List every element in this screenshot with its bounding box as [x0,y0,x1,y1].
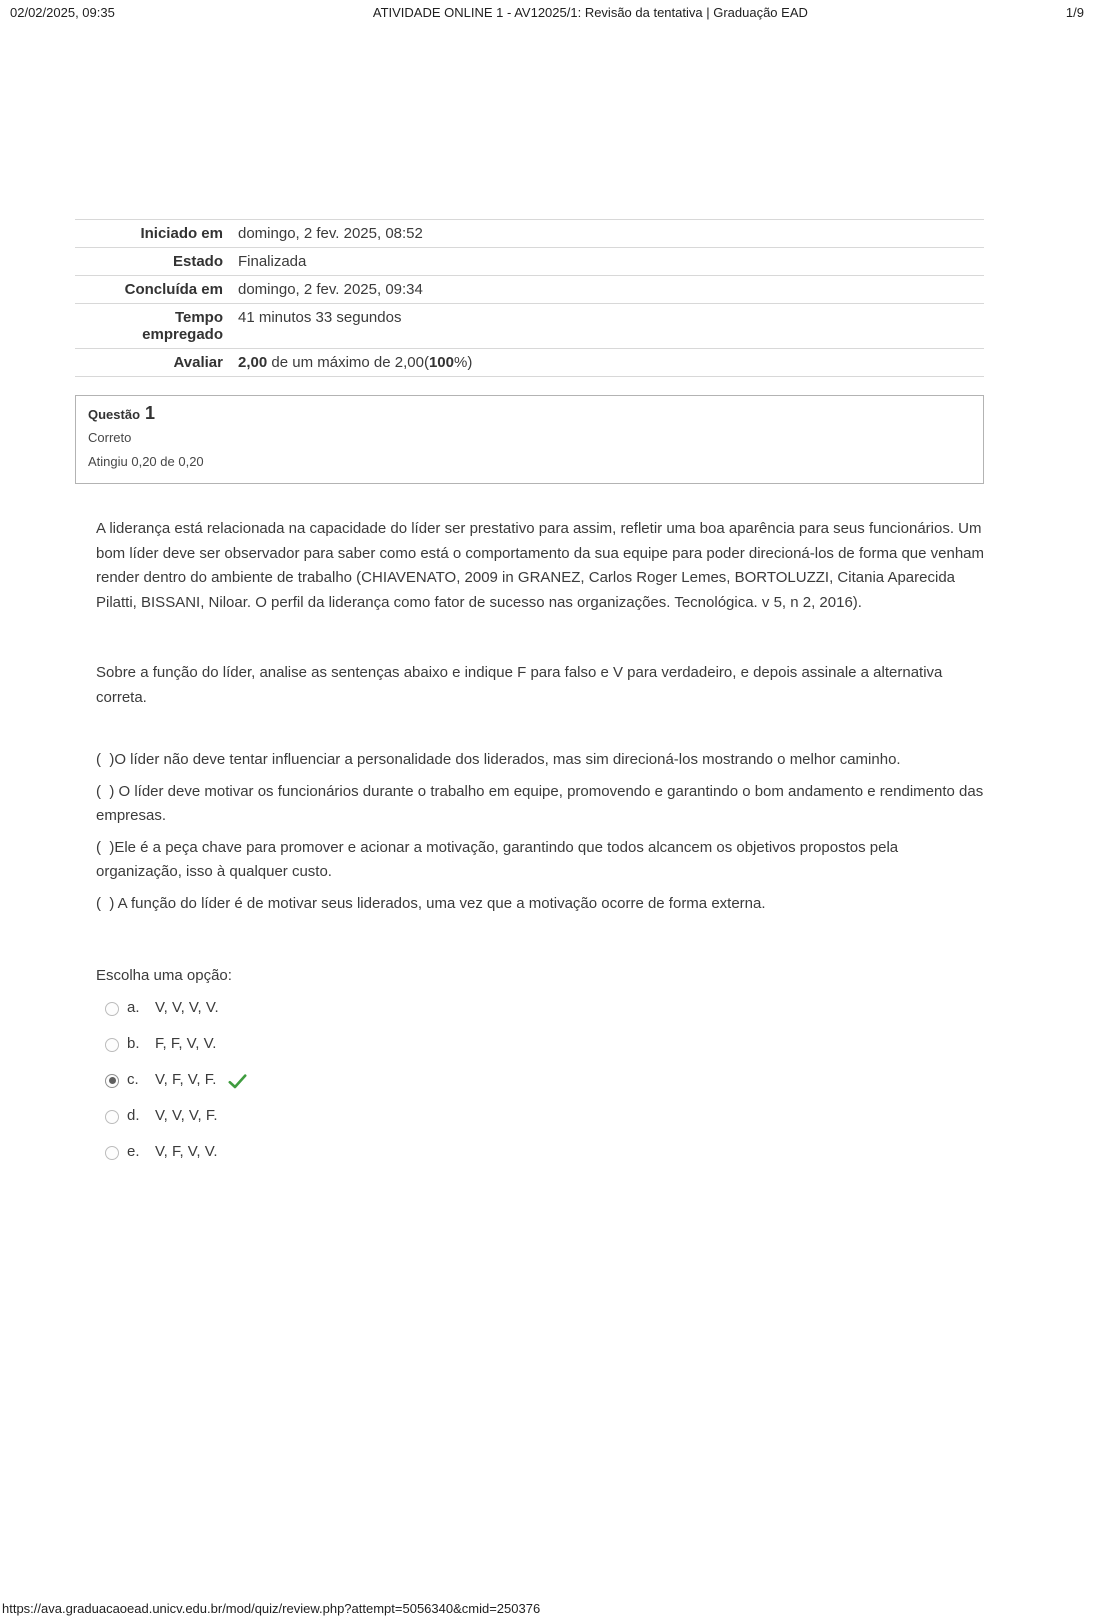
radio-button-selected[interactable] [105,1074,119,1088]
option-text: V, F, V, F. [155,1071,217,1089]
grade-middle-text: de um máximo de 2,00( [267,354,429,371]
summary-value: domingo, 2 fev. 2025, 08:52 [238,225,423,242]
footer-url: https://ava.graduacaoead.unicv.edu.br/mod/quiz/review.php?attempt=5056340&cmid=250376 [2,1601,541,1616]
answer-option-e[interactable] [96,1135,986,1171]
print-page-indicator: 1/9 [1065,5,1084,20]
option-letter: e. [127,1143,140,1161]
option-text: V, V, V, F. [155,1107,218,1125]
print-datetime: 02/02/2025, 09:35 [10,5,115,20]
grade-suffix: %) [453,354,473,371]
summary-label: Tempo empregado [142,309,223,343]
answer-option-c[interactable] [96,1063,986,1099]
statement-3: ( )Ele é a peça chave para promover e acionar a motivação, garantindo que todos alcancem os objetivos propostos pela organização, isso à qualquer custo. [96,838,899,880]
attempt-summary-table [75,219,984,377]
statement-4: ( ) A função do líder é de motivar seus liderados, uma vez que a motivação ocorre de forma externa. [96,894,766,912]
answer-option-a[interactable] [96,991,986,1027]
radio-button[interactable] [105,1038,119,1052]
question-points: Atingiu 0,20 de 0,20 [88,454,204,469]
summary-row-completed [75,276,984,304]
radio-dot [109,1113,116,1120]
summary-value: domingo, 2 fev. 2025, 09:34 [238,281,423,298]
summary-row-grade [75,349,984,377]
option-letter: d. [127,1107,140,1125]
summary-label: Iniciado em [140,225,223,242]
question-instruction: Sobre a função do líder, analise as sentenças abaixo e indique F para falso e V para verdadeiro, e depois assinale a alternativa correta. [96,664,943,706]
question-title [88,403,971,424]
radio-dot [109,1077,116,1084]
summary-row-time-taken [75,304,984,349]
print-doc-title: ATIVIDADE ONLINE 1 - AV12025/1: Revisão da tentativa | Graduação EAD [372,5,808,20]
summary-row-state [75,248,984,276]
answer-option-b[interactable] [96,1027,986,1063]
summary-value: Finalizada [238,253,307,270]
statement-2: ( ) O líder deve motivar os funcionários durante o trabalho em equipe, promovendo e garantindo o bom andamento e rendimento das empresas. [96,782,984,824]
radio-button[interactable] [105,1146,119,1160]
summary-value: 41 minutos 33 segundos [238,309,402,326]
question-label: Questão [88,407,141,422]
radio-dot [109,1041,116,1048]
option-letter: b. [127,1035,140,1053]
print-footer [2,1601,1084,1616]
statement-1: ( )O líder não deve tentar influenciar a personalidade dos liderados, mas sim direcioná-los mostrando o melhor caminho. [96,751,901,768]
radio-dot [109,1005,116,1012]
summary-label: Estado [172,253,223,270]
answer-option-d[interactable] [96,1099,986,1135]
radio-button[interactable] [105,1002,119,1016]
grade-percent: 100 [428,354,454,371]
choose-option-prompt: Escolha uma opção: [96,967,232,984]
question-number: 1 [145,403,156,423]
question-state: Correto [88,430,132,445]
summary-row-started [75,220,984,248]
print-header [10,5,1084,20]
question-content [96,517,986,1171]
radio-dot [109,1149,116,1156]
summary-label: Avaliar [173,354,223,371]
correct-check-icon [228,1074,247,1089]
question-intro: A liderança está relacionada na capacidade do líder ser prestativo para assim, refletir uma boa aparência para seus funcionários. Um bom líder deve ser observador para saber como está o comportamento da sua equipe para poder direcioná-los de forma que venham render dentro do ambiente de trabalho (CHIAVENATO, 2009 in GRANEZ, Carlos Roger Lemes, BORTOLUZZI, Citania Aparecida Pilatti, BISSANI, Niloar. O perfil da liderança como fator de sucesso nas organizações. Tecnológica. v 5, n 2, 2016). [96,520,985,611]
option-letter: a. [127,999,140,1017]
option-text: F, F, V, V. [155,1035,217,1053]
grade-score: 2,00 [238,354,268,371]
summary-value [223,349,984,377]
option-text: V, V, V, V. [155,999,219,1017]
option-letter: c. [127,1071,139,1089]
option-text: V, F, V, V. [155,1143,218,1161]
radio-button[interactable] [105,1110,119,1124]
question-info-box [75,395,984,484]
summary-label: Concluída em [124,281,223,298]
